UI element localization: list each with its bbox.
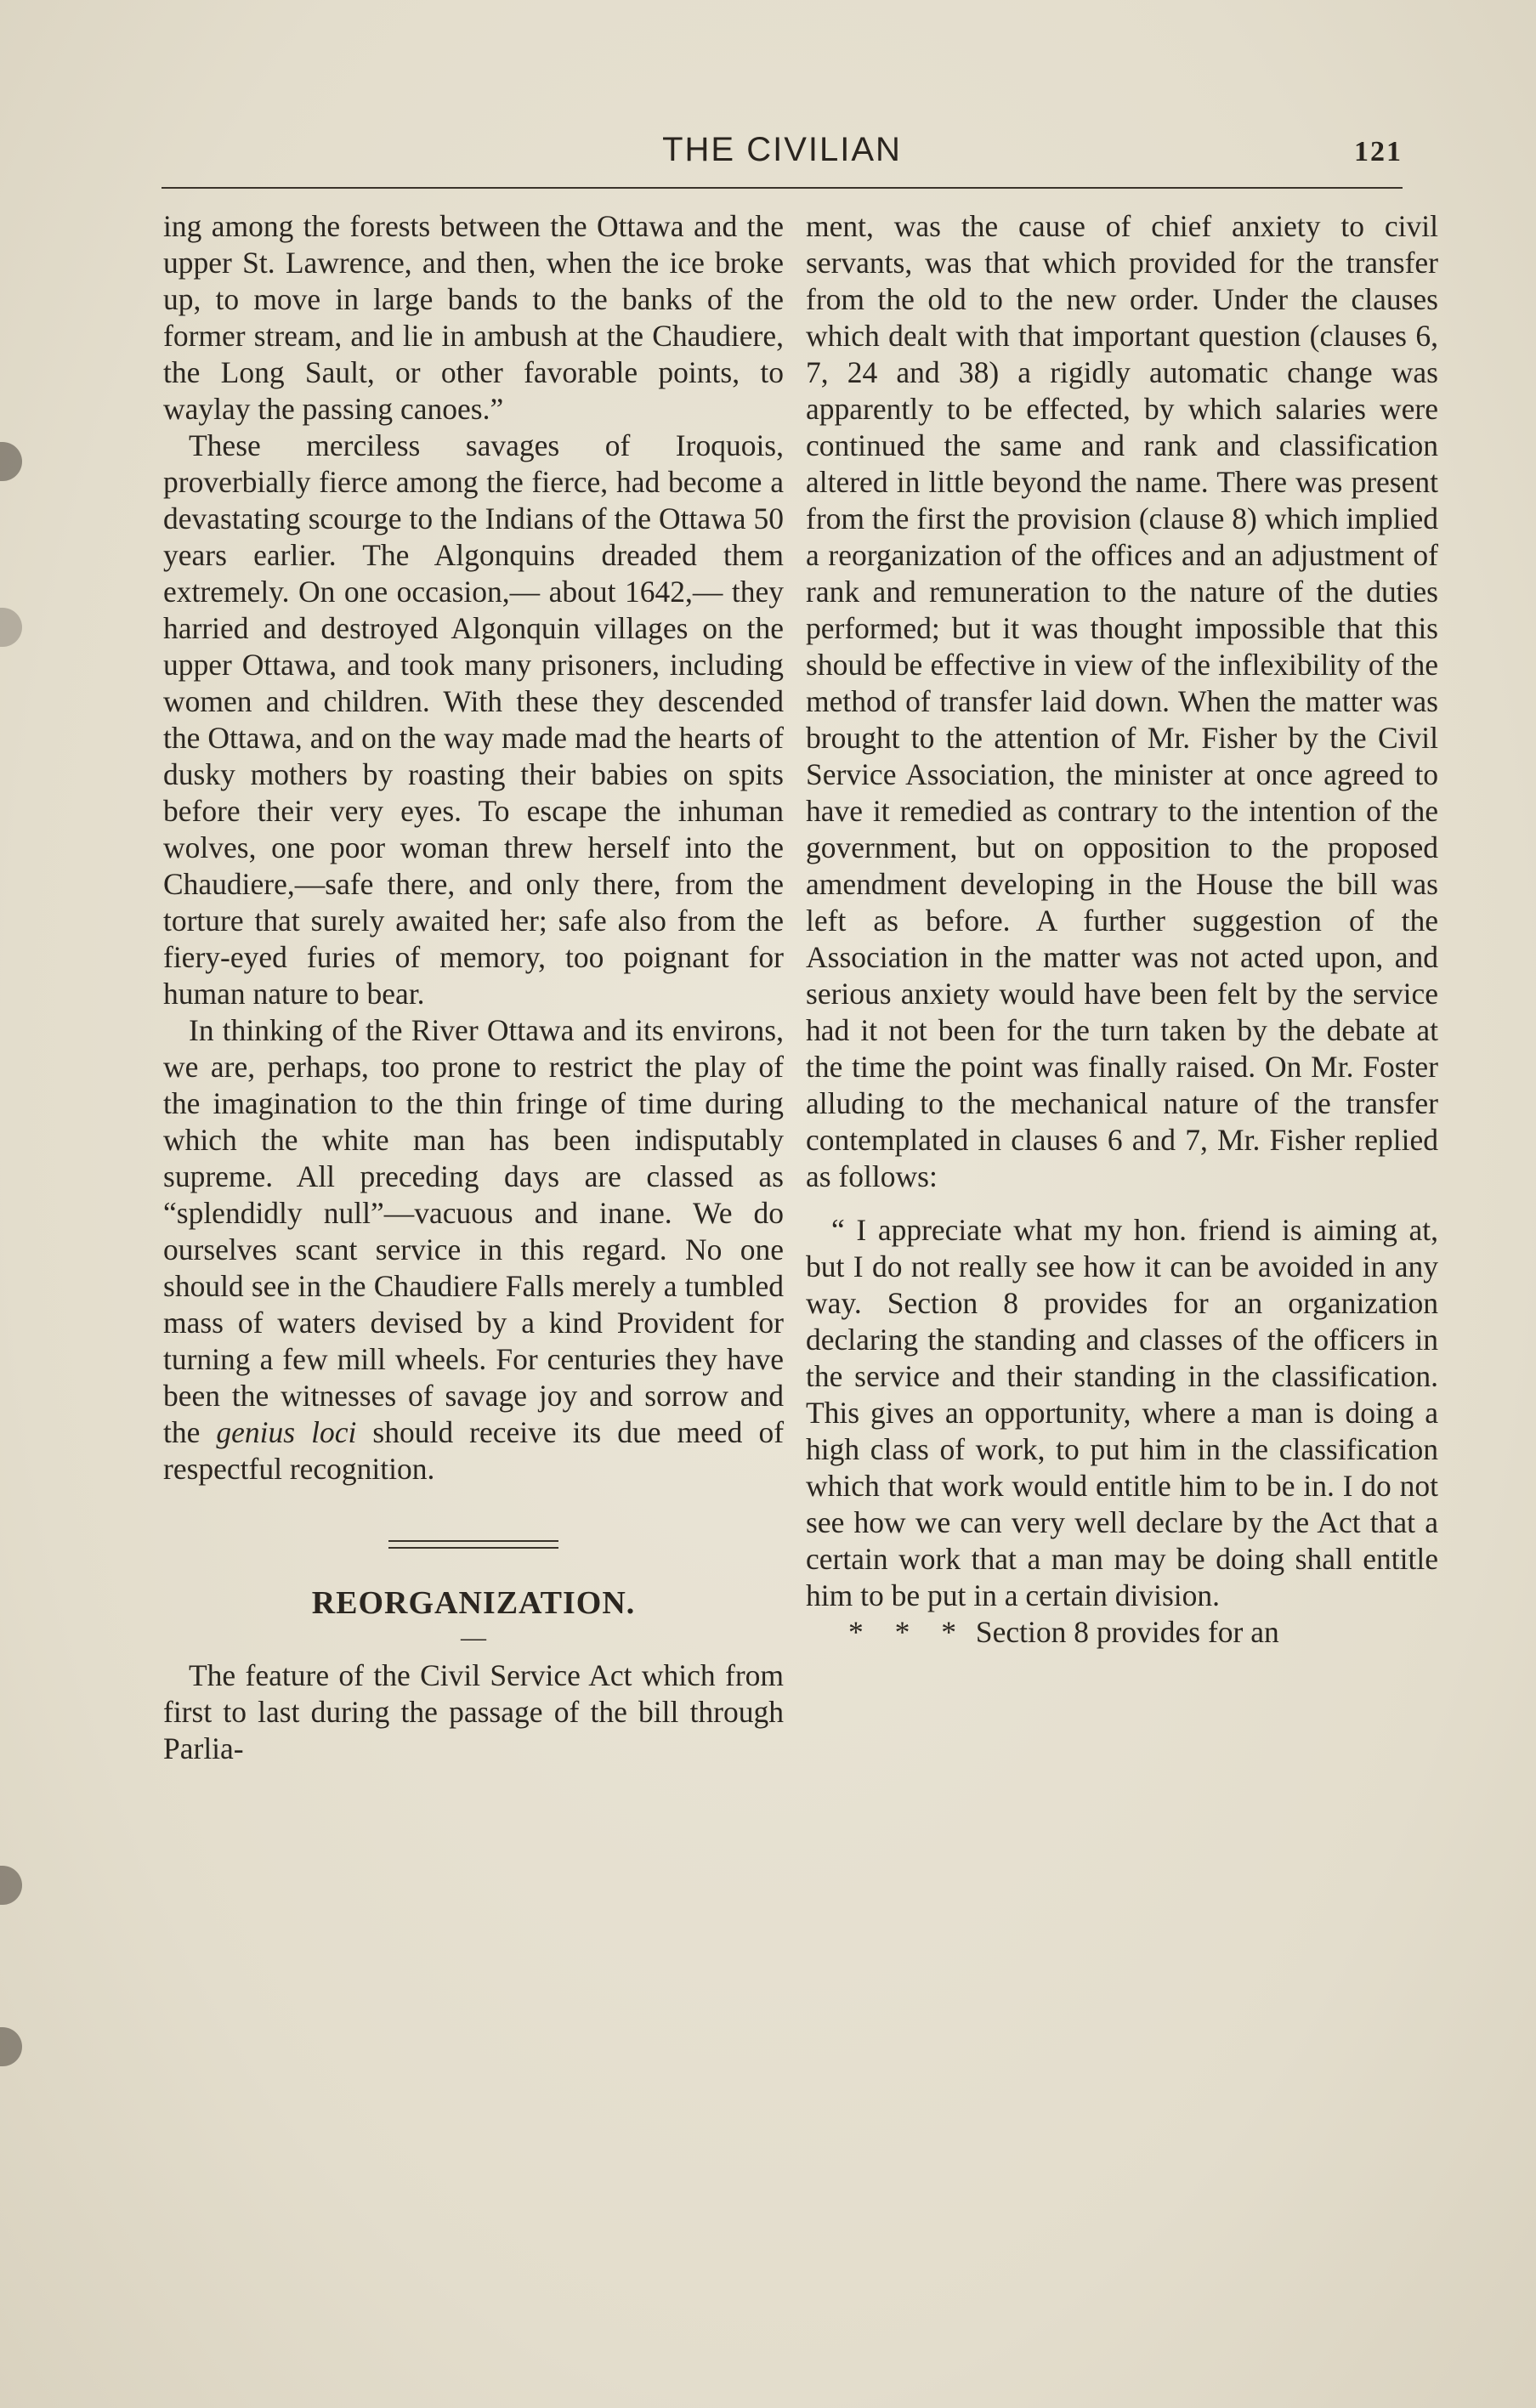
binding-hole bbox=[0, 1866, 22, 1905]
italic-phrase: genius loci bbox=[216, 1415, 357, 1449]
paragraph-text: In thinking of the River Ottawa and its environs, we are, perhaps, too prone to restrict the play of the imagination to the thin fringe of time during which the white man has been indisputably supreme. All preceding days are classed as “splendidly null”—vacuous and inane. We do ourselves scant service in this regard. No one should see in the Chaudiere Falls merely a tumbled mass of waters devised by a kind Provident for turning a few mill wheels. For centuries they have been the witnesses of savage joy and sorrow and the bbox=[163, 1013, 784, 1449]
quote-text: “ I appreciate what my hon. friend is aiming at, but I do not really see how it can be avoided in any way. Section 8 provides for an organization declaring the standing and classes of the officers in the service and their standing in the classification. This gives an opportunity, where a man is doing a high class of work, to put him in the classification which that work would entitle him to be in. I do not see how we can very well declare by the Act that a certain work that a man may be doing shall entitle him to be put in a certain division. bbox=[806, 1213, 1438, 1612]
page-number: 121 bbox=[1354, 136, 1403, 167]
binding-hole bbox=[0, 2027, 22, 2066]
section-divider bbox=[388, 1540, 558, 1549]
ellipsis-stars: * * * bbox=[848, 1615, 968, 1649]
binding-hole bbox=[0, 442, 22, 481]
paragraph: These merciless savages of Iroquois, proverbially fierce among the fierce, had become a devastating scourge to the Indians of the Ottawa 50 years earlier. The Algonquins dreaded them extremely. On one occasion,— about 1642,— they harried and destroyed Algonquin villages on the upper Ottawa, and took many prisoners, including women and children. With these they descended the Ottawa, and on the way made mad the hearts of dusky mothers by roasting their babies on spits before their very eyes. To escape the inhuman wolves, one poor woman threw herself into the Chaudiere,—safe there, and only there, from the torture that surely awaited her; safe also from the fiery-eyed furies of memory, too poignant for human nature to bear. bbox=[163, 428, 784, 1011]
paragraph: ing among the forests between the Ottawa and the upper St. Lawrence, and then, when the ice broke up, to move in large bands to the banks of the former stream, and lie in ambush at the Chaudiere, the Long Sault, or other favorable points, to waylay the passing canoes.” bbox=[163, 209, 784, 426]
section-heading: REORGANIZATION. bbox=[311, 1585, 636, 1621]
paragraph: ment, was the cause of chief anxiety to civil servants, was that which provided for the transfer from the old to the new order. Under the clauses which dealt with that important question (clauses 6, 7, 24 and 38) a rigidly automatic change was apparently to be effected, by which salaries were continued the same and rank and classification altered in little beyond the name. There was present from the first the provision (clause 8) which implied a reorganization of the offices and an adjustment of rank and remuneration to the nature of the duties performed; but it was thought impossible that this should be effective in view of the inflexibility of the method of transfer laid down. When the matter was brought to the attention of Mr. Fisher by the Civil Service Association, the minister at once agreed to have it remedied as contrary to the intention of the government, but on opposition to the proposed amendment developing in the House the bill was left as before. A further suggestion of the Association in the matter was not acted upon, and serious anxiety would have been felt by the service had it not been for the turn taken by the debate at the time the point was finally raised. On Mr. Foster alluding to the mechanical nature of the transfer contemplated in clauses 6 and 7, Mr. Fisher replied as follows: bbox=[806, 209, 1438, 1193]
right-column bbox=[806, 208, 1438, 1651]
paragraph: The feature of the Civil Service Act which from first to last during the passage of the bill through Parlia- bbox=[163, 1658, 784, 1765]
paragraph bbox=[163, 1012, 784, 1487]
left-column bbox=[163, 208, 784, 1767]
block-quote bbox=[806, 1212, 1438, 1651]
journal-title: THE CIVILIAN bbox=[662, 131, 902, 168]
paragraph-text: should receive its due meed of respectful recognition. bbox=[163, 1415, 785, 1486]
binding-hole bbox=[0, 608, 22, 647]
quote-text: Section 8 provides for an bbox=[968, 1615, 1279, 1649]
running-header bbox=[162, 127, 1403, 189]
heading-dash: — bbox=[461, 1623, 486, 1652]
